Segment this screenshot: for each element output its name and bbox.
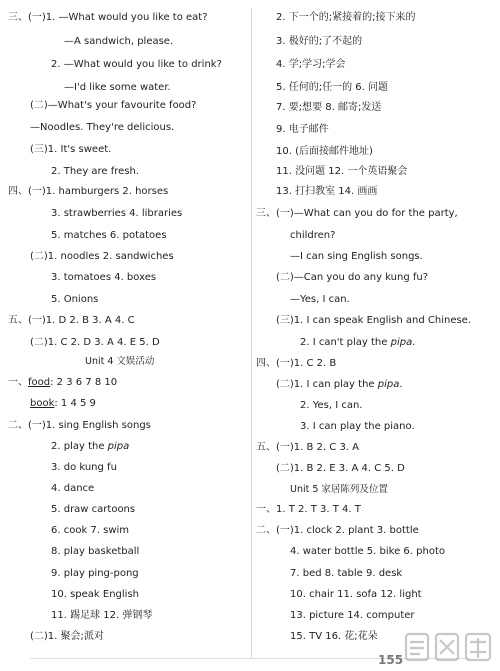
answer-line: —A sandwich, please. xyxy=(64,36,174,47)
answer-line: 2. —What would you like to drink? xyxy=(51,59,222,70)
answer-line: 2. They are fresh. xyxy=(51,166,140,177)
answer-line: 13. 打扫教室 14. 画画 xyxy=(276,186,378,197)
answer-line: (三)1. I can speak English and Chinese. xyxy=(276,315,472,326)
column-divider xyxy=(251,8,252,658)
answer-line: 2. Yes, I can. xyxy=(300,400,363,411)
answer-line: 一、1. T 2. T 3. T 4. T xyxy=(256,504,361,515)
answer-line: —Yes, I can. xyxy=(290,294,350,305)
page-number: 155 xyxy=(378,653,404,667)
answer-line: 11. 踢足球 12. 弹钢琴 xyxy=(51,610,153,621)
answer-line: (二)1. 聚会;派对 xyxy=(30,631,104,642)
answer-line: 四、(一)1. hamburgers 2. horses xyxy=(8,186,169,197)
watermark-logo-icon xyxy=(400,628,496,668)
answer-line: 5. matches 6. potatoes xyxy=(51,230,167,241)
answer-line: —Noodles. They're delicious. xyxy=(30,122,175,133)
answer-line: 6. cook 7. swim xyxy=(51,525,130,536)
answer-line: (二)1. noodles 2. sandwiches xyxy=(30,251,174,262)
answer-line: 2. play the pipa xyxy=(51,441,130,452)
answer-line: 9. 电子邮件 xyxy=(276,124,329,135)
answer-line: 13. picture 14. computer xyxy=(290,610,415,621)
answer-line: (二)1. B 2. E 3. A 4. C 5. D xyxy=(276,463,405,474)
answer-line: (二)—Can you do any kung fu? xyxy=(276,272,429,283)
answer-line: 一、food: 2 3 6 7 8 10 xyxy=(8,377,118,388)
answer-line: 3. tomatoes 4. boxes xyxy=(51,272,157,283)
answer-line: 10. speak English xyxy=(51,589,139,600)
answer-line: (二)1. C 2. D 3. A 4. E 5. D xyxy=(30,337,160,348)
answer-line: 3. strawberries 4. libraries xyxy=(51,208,183,219)
answer-line: 7. bed 8. table 9. desk xyxy=(290,568,403,579)
answer-line: 3. 极好的;了不起的 xyxy=(276,36,363,47)
answer-line: 9. play ping-pong xyxy=(51,568,139,579)
answer-line: 5. 任何的;任一的 6. 问题 xyxy=(276,82,388,93)
answer-line: 5. draw cartoons xyxy=(51,504,136,515)
answer-line: 5. Onions xyxy=(51,294,99,305)
answer-line: 3. do kung fu xyxy=(51,462,117,473)
answer-line: book: 1 4 5 9 xyxy=(30,398,96,409)
answer-line: 三、(一)1. —What would you like to eat? xyxy=(8,12,208,23)
answer-line: 15. TV 16. 花;花朵 xyxy=(290,631,378,642)
answer-line: 五、(一)1. B 2. C 3. A xyxy=(256,442,360,453)
answer-line: 11. 没问题 12. 一个英语聚会 xyxy=(276,166,408,177)
answer-line: 四、(一)1. C 2. B xyxy=(256,358,337,369)
answer-line: 10. chair 11. sofa 12. light xyxy=(290,589,422,600)
unit-heading: Unit 4 文娱活动 xyxy=(85,356,155,367)
answer-line: 8. play basketball xyxy=(51,546,140,557)
answer-line: 10. (后面接邮件地址) xyxy=(276,146,373,157)
answer-line: 五、(一)1. D 2. B 3. A 4. C xyxy=(8,315,135,326)
answer-line: —I can sing English songs. xyxy=(290,251,423,262)
answer-line: 4. water bottle 5. bike 6. photo xyxy=(290,546,445,557)
answer-line: —I'd like some water. xyxy=(64,82,171,93)
answer-line: 3. I can play the piano. xyxy=(300,421,415,432)
answer-line: 二、(一)1. clock 2. plant 3. bottle xyxy=(256,525,419,536)
answer-line: 4. 学;学习;学会 xyxy=(276,59,346,70)
answer-line: (三)1. It's sweet. xyxy=(30,144,112,155)
answer-line: 2. 下一个的;紧接着的;接下来的 xyxy=(276,12,416,23)
answer-line: (二)—What's your favourite food? xyxy=(30,100,197,111)
answer-line: 二、(一)1. sing English songs xyxy=(8,420,151,431)
unit-heading: Unit 5 家居陈列及位置 xyxy=(290,484,388,495)
answer-line: 4. dance xyxy=(51,483,95,494)
answer-line: (二)1. I can play the pipa. xyxy=(276,379,403,390)
answer-line: 7. 要;想要 8. 邮寄;发送 xyxy=(276,102,382,113)
answer-line: children? xyxy=(290,230,336,241)
answer-line: 2. I can't play the pipa. xyxy=(300,337,416,348)
answer-line: 三、(一)—What can you do for the party, xyxy=(256,208,458,219)
